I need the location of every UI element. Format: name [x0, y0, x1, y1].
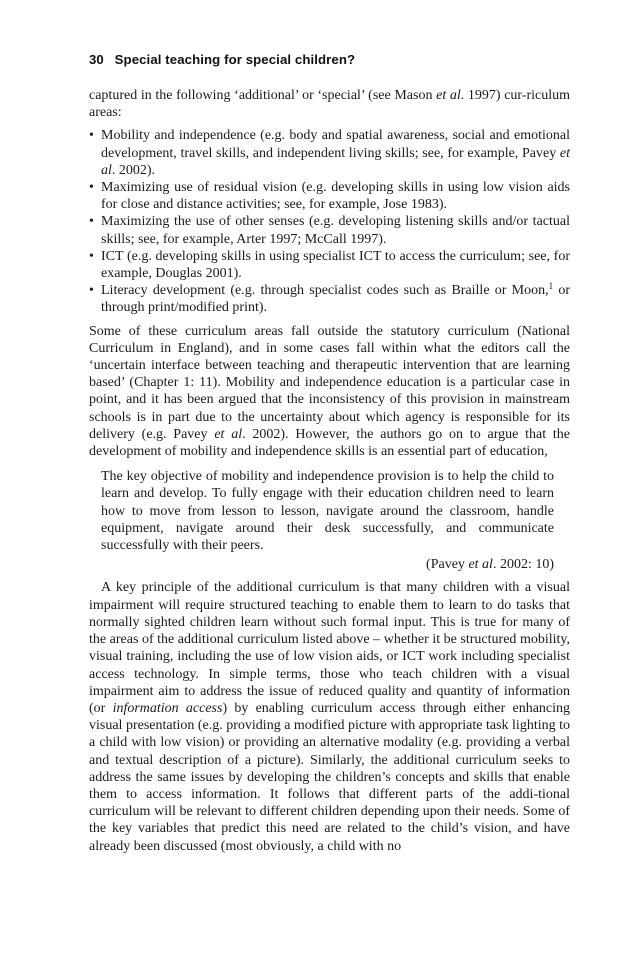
list-item	[89, 248, 570, 282]
quote-text: The key objective of mobility and independence provision is to help the child to learn and develop. To fully engage with their education children need to learn how to move from lesson to lesson, navigate around the classroom, handle equipment, navigate around their desk successfully, and communicate successfully with their peers.	[101, 469, 554, 554]
citation-et-al: et al	[468, 557, 493, 573]
bullet-marker: •	[89, 214, 94, 230]
paragraph-3	[89, 579, 570, 854]
body-text	[89, 87, 570, 855]
list-item-text: ICT (e.g. developing skills in using specialist ICT to access the curriculum; see, for example, Douglas 2001).	[101, 248, 570, 282]
paragraph-text: Some of these curriculum areas fall outside the statutory curriculum (National Curriculum in England), and in some cases fall within what the editors call the ‘uncertain interface between teaching and therapeutic intervention that are learning based’ (Chapter 1: 11). Mobility and independence education is a particular case in point, and it has been argued that the inconsistency of this provision in mainstream schools is in part due to the uncertainty about which agency is responsible for its delivery (e.g. Pavey	[89, 323, 570, 442]
list-item	[89, 213, 570, 247]
paragraph-2	[89, 323, 570, 461]
bullet-marker: •	[89, 283, 94, 299]
paragraph-text-end: . 2002). However, the authors go on to argue that the development of mobility and independence skills is an essential part of education,	[89, 426, 570, 460]
curriculum-areas-list	[89, 127, 570, 316]
footnote-marker: 1	[548, 281, 554, 292]
intro-et-al: et al	[436, 88, 461, 103]
chapter-title: Special teaching for special children?	[114, 52, 356, 67]
bullet-marker: •	[89, 180, 94, 196]
paragraph-et-al: et al	[214, 426, 243, 442]
list-item	[89, 179, 570, 213]
citation-text-end: . 2002: 10)	[492, 557, 554, 573]
list-item-text-end: or through print/modified print).	[101, 283, 570, 316]
list-item	[89, 282, 570, 316]
list-item-text: Maximizing the use of other senses (e.g. developing listening skills and/or tactual skills; see, for example, Arter 1997; McCall 1997).	[101, 214, 570, 247]
intro-text-end: . 1997) cur-riculum areas:	[89, 88, 570, 121]
list-item-et-al: et al	[101, 145, 570, 178]
list-item-text: Maximizing use of residual vision (e.g. developing skills in using low vision aids for close and distance activities; see, for example, Jose 1983).	[101, 180, 570, 213]
running-head	[89, 52, 355, 67]
list-item-text-end: . 2002).	[111, 162, 156, 178]
bullet-marker: •	[89, 128, 94, 144]
list-item-text: Literacy development (e.g. through specialist codes such as Braille or Moon,	[101, 283, 549, 299]
paragraph-text: A key principle of the additional curriculum is that many children with a visual impairment will require structured teaching to enable them to learn to do tasks that normally sighted children learn without such formal input. This is true for many of the areas of the additional curriculum listed above – whether it be structured mobility, visual training, including the use of low vision aids, or ICT work including specialist access technology. In simple terms, those who teach children with a visual impairment aim to address the issue of reduced quality and quantity of information (or	[89, 580, 570, 716]
paragraph-text-end: ) by enabling curriculum access through either enhancing visual presentation (e.g. providing a modified picture with appropriate task lighting to a child with low vision) or providing an alternative modality (e.g. providing a verbal and textual description of a picture). Similarly, the additional curriculum seeks to address the same issues by developing the children’s concepts and skills that enable them to access information. It follows that different parts of the addi-tional curriculum will be relevant to different children depending upon their needs. Some of the key variables that predict this need are related to the child’s vision, and have already been discussed (most obviously, a child with no	[89, 700, 571, 854]
intro-text: captured in the following ‘additional’ or ‘special’ (see Mason	[89, 88, 437, 103]
citation-text: (Pavey	[426, 557, 469, 573]
list-item	[89, 127, 570, 179]
intro-paragraph	[89, 87, 570, 121]
bullet-marker: •	[89, 248, 94, 264]
paragraph-italic-term: information access	[112, 700, 223, 716]
page-number: 30	[89, 52, 104, 67]
block-quote	[101, 468, 554, 573]
list-item-text: Mobility and independence (e.g. body and spatial awareness, social and emotional development, travel skills, and independent living skills; see, for example, Pavey	[101, 128, 570, 161]
quote-citation	[101, 556, 554, 573]
